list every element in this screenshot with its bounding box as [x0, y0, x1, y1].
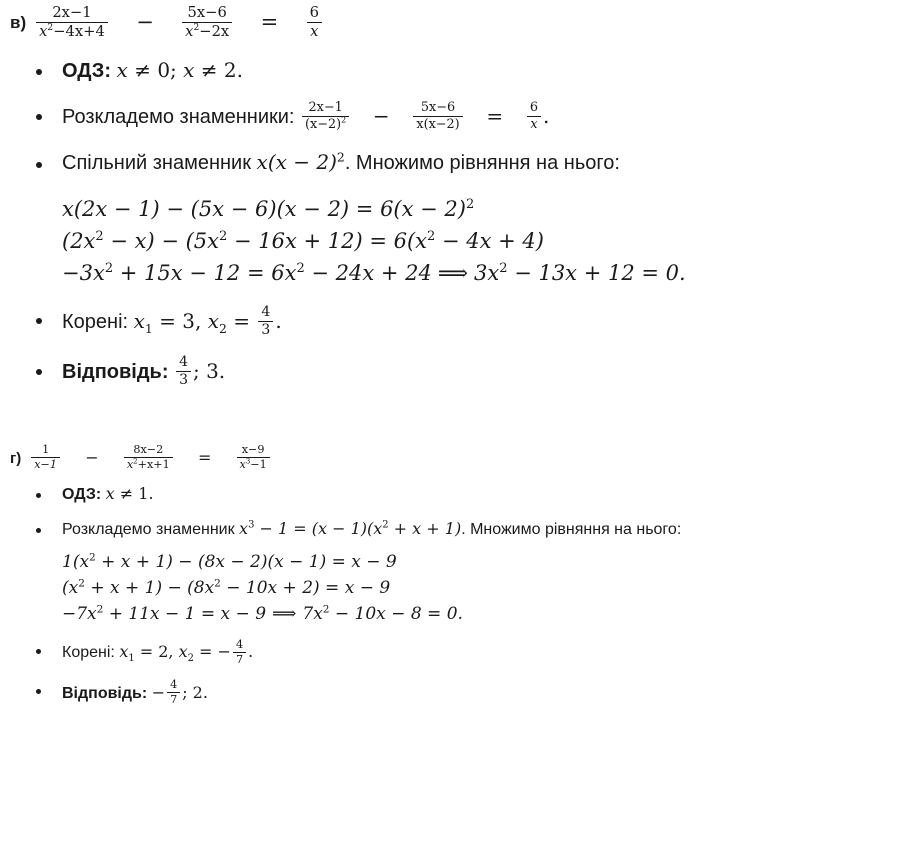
result-answer-g-content: − $\frac{4}{7}$ ; 2. [151, 677, 208, 706]
fraction-4: $\frac{2x-1}{(x-2)^2}$ [302, 101, 349, 132]
fraction-2-numerator: 5x−6 [182, 5, 232, 23]
step-factor-denominator-g-label: Розкладемо знаменник [62, 521, 235, 539]
step-factor-denominator-g [10, 518, 901, 541]
step-odz-v-content: x ≠ 0; x ≠ 2. [116, 57, 243, 82]
fraction-1 [36, 5, 108, 40]
part-v-derivation [10, 194, 901, 290]
result-roots-g [10, 639, 901, 666]
step-common-denominator-v-tail: . Множимо рівняння на нього: [344, 152, 620, 175]
part-g-derivation [10, 550, 901, 627]
step-common-denominator-v: Спільний знаменник $x(x - 2)^2$. Множимо рівняння на нього: [10, 149, 901, 177]
operator-equals-1: = [260, 9, 279, 34]
fraction-10: $\frac{8x-2}{x^2+x+1}$ [124, 444, 173, 471]
result-roots-g-label: Корені: [62, 644, 115, 662]
fraction-5: $\frac{5x-6}{x(x-2)}$ [413, 101, 462, 132]
derivation-line-v-1: $x(2x - 1) - (5x - 6)(x - 2) = 6(x - 2)^2$ [62, 197, 475, 222]
fraction-3 [307, 5, 322, 40]
part-v [10, 3, 901, 390]
part-v-results [10, 303, 901, 389]
result-answer-v-content: $\frac{4}{3}$ ; 3. [174, 359, 225, 383]
part-v-label: в) [10, 13, 27, 33]
step-factor-denominator-g-tail: . Множимо рівняння на нього: [461, 521, 682, 539]
derivation-line-g-1 [62, 550, 901, 576]
fraction-8: $\frac{4}{3}$ [176, 355, 191, 388]
fraction-6: $\frac{6}{x}$ [527, 101, 541, 132]
step-odz-v [10, 57, 901, 85]
part-v-steps [10, 57, 901, 178]
step-odz-g-label: ОДЗ: [62, 485, 102, 503]
part-g-results [10, 639, 901, 706]
derivation-line-v-3 [62, 258, 901, 290]
result-answer-v [10, 356, 901, 389]
step-common-denominator-v-label: Спільний знаменник [62, 152, 251, 175]
derivation-line-v-3-text: $-3x^2 + 15x - 12 = 6x^2 - 24x + 24$ ⟹ $3x^2 - 13x + 12 = 0$. [62, 261, 686, 286]
fraction-7: $\frac{4}{3}$ [258, 305, 273, 338]
result-roots-v-label: Корені: [62, 311, 129, 334]
result-roots-v [10, 303, 901, 339]
fraction-3-denominator: x [310, 22, 319, 40]
derivation-line-g-2 [62, 576, 901, 602]
derivation-line-v-2 [62, 226, 901, 258]
fraction-3-numerator: 6 [307, 5, 322, 23]
fraction-13: $\frac{4}{7}$ [167, 679, 180, 706]
step-factor-denominators-v-label: Розкладемо знаменники: [62, 105, 295, 128]
fraction-2 [182, 5, 232, 40]
part-g-equation [29, 442, 272, 472]
fraction-1-numerator: 2x−1 [36, 5, 108, 23]
result-roots-g-content: $x_1 = 2$, $x_2$ = − $\frac{4}{7}$ . [119, 637, 254, 666]
part-g-label: г) [10, 449, 22, 467]
derivation-line-g-1-text: $1(x^2 + x + 1) - (8x - 2)(x - 1) = x - 9$ [62, 551, 397, 572]
fraction-11: $\frac{x-9}{x^3-1}$ [237, 444, 270, 471]
part-g [10, 442, 901, 707]
result-answer-g-label: Відповідь: [62, 684, 148, 702]
step-odz-g [10, 483, 901, 506]
common-denominator-expression: x(x − 2) [256, 150, 337, 175]
operator-equals-2: = [486, 103, 504, 128]
step-odz-v-label: ОДЗ: [62, 59, 111, 82]
operator-minus-1: − [136, 9, 154, 34]
step-factor-denominators-v-content: $\frac{2x-1}{(x-2)^2}$ − $\frac{5x-6}{x(x-2)}$ = $\frac{6}{x}$ . [300, 104, 549, 128]
fraction-9: $\frac{1}{x-1}$ [31, 444, 60, 471]
result-answer-g [10, 677, 901, 707]
part-g-steps [10, 483, 901, 541]
fraction-12: $\frac{4}{7}$ [233, 639, 246, 666]
operator-minus-3: − [85, 447, 99, 467]
fraction-1-denominator: $x^2-4x+4$ [39, 22, 105, 40]
operator-equals-3: = [197, 447, 212, 467]
derivation-line-g-3-text: $-7x^2 + 11x - 1 = x - 9$ ⟹ $7x^2 - 10x - 8 = 0$. [62, 602, 463, 624]
part-v-heading [10, 3, 901, 41]
result-answer-v-label: Відповідь: [62, 361, 169, 384]
step-factor-denominator-g-expr: $x^3 - 1 = (x - 1)(x^2 + x + 1)$ [239, 519, 462, 539]
result-roots-v-content: $x_1 = 3$, $x_2$ = $\frac{4}{3}$ . [133, 303, 282, 339]
step-factor-denominators-v [10, 99, 901, 133]
derivation-line-g-3 [62, 602, 901, 628]
part-v-equation [34, 3, 324, 41]
derivation-line-v-2-text: $(2x^2 - x) - (5x^2 - 16x + 12) = 6(x^2 - 4x + 4)$ [62, 229, 544, 254]
part-g-heading [10, 442, 901, 472]
fraction-2-denominator: $x^2-2x$ [185, 22, 230, 40]
derivation-line-g-2-text: $(x^2 + x + 1) - (8x^2 - 10x + 2) = x - 9$ [62, 577, 391, 598]
step-odz-g-content: x ≠ 1. [105, 483, 154, 503]
operator-minus-2: − [372, 103, 390, 128]
